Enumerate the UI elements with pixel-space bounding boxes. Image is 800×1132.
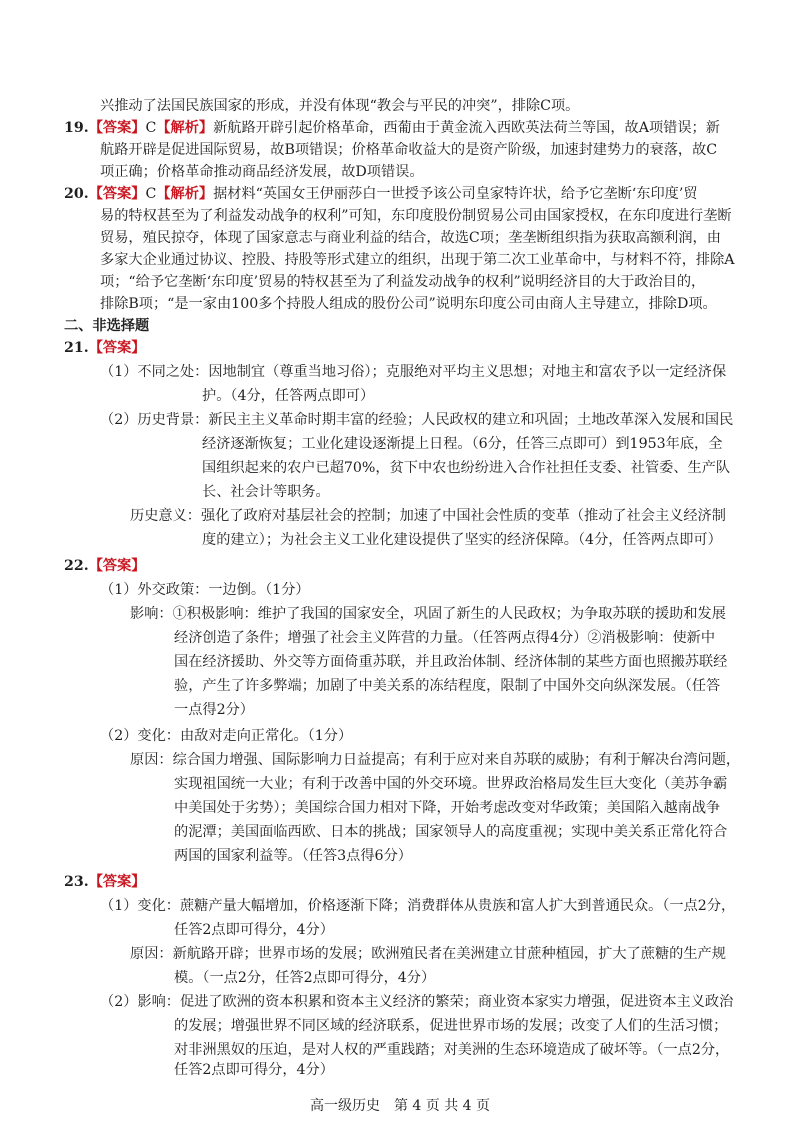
q22-part2-label: （2）变化： xyxy=(100,728,180,744)
q20-line-5: 项；“给予它垄断‘东印度’贸易的特权甚至为了利益发动战争的权利”说明经济目的大于政治目的， xyxy=(100,274,706,290)
q22-part1-label: （1）外交政策： xyxy=(100,582,209,598)
q22-reason-line-3: 中美国处于劣势）；美国综合国力相对下降，开始考虑改变对华政策；美国陷入越南战争 xyxy=(174,800,721,816)
q22-reason-label: 原因： xyxy=(130,752,173,768)
q21-part3-text-1: 强化了政府对基层社会的控制；加速了中国社会性质的变革（推动了社会主义经济制 xyxy=(200,508,726,524)
q22-number: 22. xyxy=(64,558,89,574)
q22-answer-tag: 【答案】 xyxy=(88,558,146,574)
q23-reason-label: 原因： xyxy=(130,946,173,962)
q19-number: 19. xyxy=(64,120,89,136)
q22-part2-text: 由敌对走向正常化。（1分） xyxy=(179,728,353,744)
q22-reason-line-2: 实现祖国统一大业；有利于改善中国的外交环境。世界政治格局发生巨大变化（美苏争霸 xyxy=(174,776,728,792)
q21-part2-line-1 xyxy=(100,410,733,430)
q23-part1-line-2: 任答2点即可得分，4分） xyxy=(174,922,334,938)
continuation-line: 兴推动了法国民族国家的形成，并没有体现“教会与平民的冲突”，排除C项。 xyxy=(100,98,580,114)
q19-line-1 xyxy=(64,118,720,138)
q21-part1-text-1: 因地制宜（尊重当地习俗）；克服绝对平均主义思想；对地主和富农予以一定经济保 xyxy=(208,364,727,380)
q19-explanation-tag: 【解析】 xyxy=(156,120,214,136)
q23-part2-line-2: 的发展；增强世界不同区域的经济联系，促进世界市场的发展；改变了人们的生活习惯； xyxy=(174,1018,728,1034)
q22-header xyxy=(64,556,145,576)
q20-line-6: 排除B项；“是一家由100多个持股人组成的股份公司”说明东印度公司由商人主导建立，排除D项。 xyxy=(100,296,717,312)
q20-answer-tag: 【答案】 xyxy=(88,186,146,202)
q23-part1-text-1: 蔗糖产量大幅增加，价格逐渐下降；消费群体从贵族和富人扩大到普通民众。（一点2分， xyxy=(179,898,736,914)
q22-part2-line xyxy=(100,726,352,746)
page-footer: 高一级历史 第 4 页 共 4 页 xyxy=(309,1098,491,1114)
section-heading-non-choice: 二、非选择题 xyxy=(64,318,150,334)
q22-impact-line-3: 国在经济援助、外交等方面倚重苏联，并且政治体制、经济体制的某些方面也照搬苏联经 xyxy=(174,654,728,670)
q22-impact-line-2: 经济创造了条件；增强了社会主义阵营的力量。（任答两点得4分）②消极影响：使新中 xyxy=(174,630,716,646)
q19-line-2: 航路开辟是促进国际贸易，故B项错误；价格革命收益大的是资产阶级，加速封建势力的衰落，故C xyxy=(100,142,718,158)
q22-reason-line-4: 的泥潭；美国面临西欧、日本的挑战；国家领导人的高度重视；实现中美关系正常化符合 xyxy=(174,824,728,840)
q23-header xyxy=(64,872,145,892)
q20-line-2: 易的特权甚至为了利益发动战争的权利”可知，东印度股份制贸易公司由国家授权，在东印度进行垄断 xyxy=(100,208,732,224)
q21-part1-line-1 xyxy=(100,362,726,382)
q21-part2-line-2: 经济逐渐恢复；工业化建设逐渐提上日程。（6分，任答三点即可）到1953年底，全 xyxy=(202,436,723,452)
q22-impact-label: 影响： xyxy=(130,606,173,622)
q20-text-1: 据材料“英国女王伊丽莎白一世授予该公司皇家特许状，给予它垄断‘东印度’贸 xyxy=(213,186,698,202)
q22-impact-line-1 xyxy=(130,604,726,624)
q19-answer-tag: 【答案】 xyxy=(88,120,146,136)
q21-part2-text-1: 新民主主义革命时期丰富的经验；人民政权的建立和巩固；土地改革深入发展和国民 xyxy=(208,412,734,428)
q22-part1-text: 一边倒。（1分） xyxy=(208,582,310,598)
q22-reason-text-1: 综合国力增强、国际影响力日益提高；有利于应对来自苏联的威胁；有利于解决台湾问题， xyxy=(172,752,741,768)
q22-reason-line-1 xyxy=(130,750,740,770)
q23-part2-text-1: 促进了欧洲的资本积累和资本主义经济的繁荣；商业资本家实力增强，促进资本主义政治 xyxy=(179,994,734,1010)
q23-part2-label: （2）影响： xyxy=(100,994,180,1010)
q21-number: 21. xyxy=(64,340,89,356)
q23-reason-line-1 xyxy=(130,944,726,964)
q20-explanation-tag: 【解析】 xyxy=(156,186,214,202)
q20-line-4: 多家大企业通过协议、控股、持股等形式建立的组织，出现于第二次工业革命中，与材料不符，排除A xyxy=(100,252,735,268)
q21-header xyxy=(64,338,145,358)
q22-impact-line-5: 一点得2分） xyxy=(174,702,254,718)
q23-reason-text-1: 新航路开辟；世界市场的发展；欧洲殖民者在美洲建立甘蔗种植园，扩大了蔗糖的生产规 xyxy=(172,946,726,962)
q22-reason-line-5: 两国的国家利益等。（任答3点得6分） xyxy=(174,848,412,864)
q23-part2-line-4: 任答2点即可得分，4分） xyxy=(174,1062,334,1078)
q23-part1-line-1 xyxy=(100,896,735,916)
q23-part1-label: （1）变化： xyxy=(100,898,180,914)
q21-part3-line-2: 度的建立）；为社会主义工业化建设提供了坚实的经济保障。（4分，任答两点即可） xyxy=(202,532,722,548)
q20-answer: C xyxy=(145,186,157,202)
q21-part2-line-3: 国组织起来的农户已超70%，贫下中农也纷纷进入合作社担任支委、社管委、生产队 xyxy=(202,460,731,476)
q21-part2-line-4: 长、社会计等职务。 xyxy=(202,484,330,500)
q23-number: 23. xyxy=(64,874,89,890)
q21-part3-line-1 xyxy=(130,506,726,526)
q19-line-3: 项正确；价格革命推动商品经济发展，故D项错误。 xyxy=(100,164,424,180)
q20-line-3: 贸易，殖民掠夺，体现了国家意志与商业利益的结合，故选C项；垄垄断组织指为获取高额利润，由 xyxy=(100,230,721,246)
q21-part2-label: （2）历史背景： xyxy=(100,412,209,428)
q21-part1-line-2: 护。（4分，任答两点即可） xyxy=(202,388,375,404)
q23-part2-line-3: 对非洲黑奴的压迫，是对人权的严重践踏；对美洲的生态环境造成了破坏等。（一点2分， xyxy=(174,1042,730,1058)
q22-impact-line-4: 验，产生了许多弊端；加剧了中美关系的冻结程度，限制了中国外交向纵深发展。（任答 xyxy=(174,678,721,694)
q23-answer-tag: 【答案】 xyxy=(88,874,146,890)
q21-answer-tag: 【答案】 xyxy=(88,340,146,356)
q19-answer: C xyxy=(145,120,157,136)
q22-impact-text-1: ①积极影响：维护了我国的国家安全，巩固了新生的人民政权；为争取苏联的援助和发展 xyxy=(172,606,726,622)
q23-part2-line-1 xyxy=(100,992,733,1012)
q20-line-1 xyxy=(64,184,698,204)
q22-part1-line xyxy=(100,580,310,600)
q21-part1-label: （1）不同之处： xyxy=(100,364,209,380)
q20-number: 20. xyxy=(64,186,89,202)
q21-part3-label: 历史意义： xyxy=(130,508,201,524)
q23-reason-line-2: 模。（一点2分，任答2点即可得分，4分） xyxy=(174,970,436,986)
q19-text-1: 新航路开辟引起价格革命，西葡由于黄金流入西欧英法荷兰等国，故A项错误；新 xyxy=(213,120,720,136)
